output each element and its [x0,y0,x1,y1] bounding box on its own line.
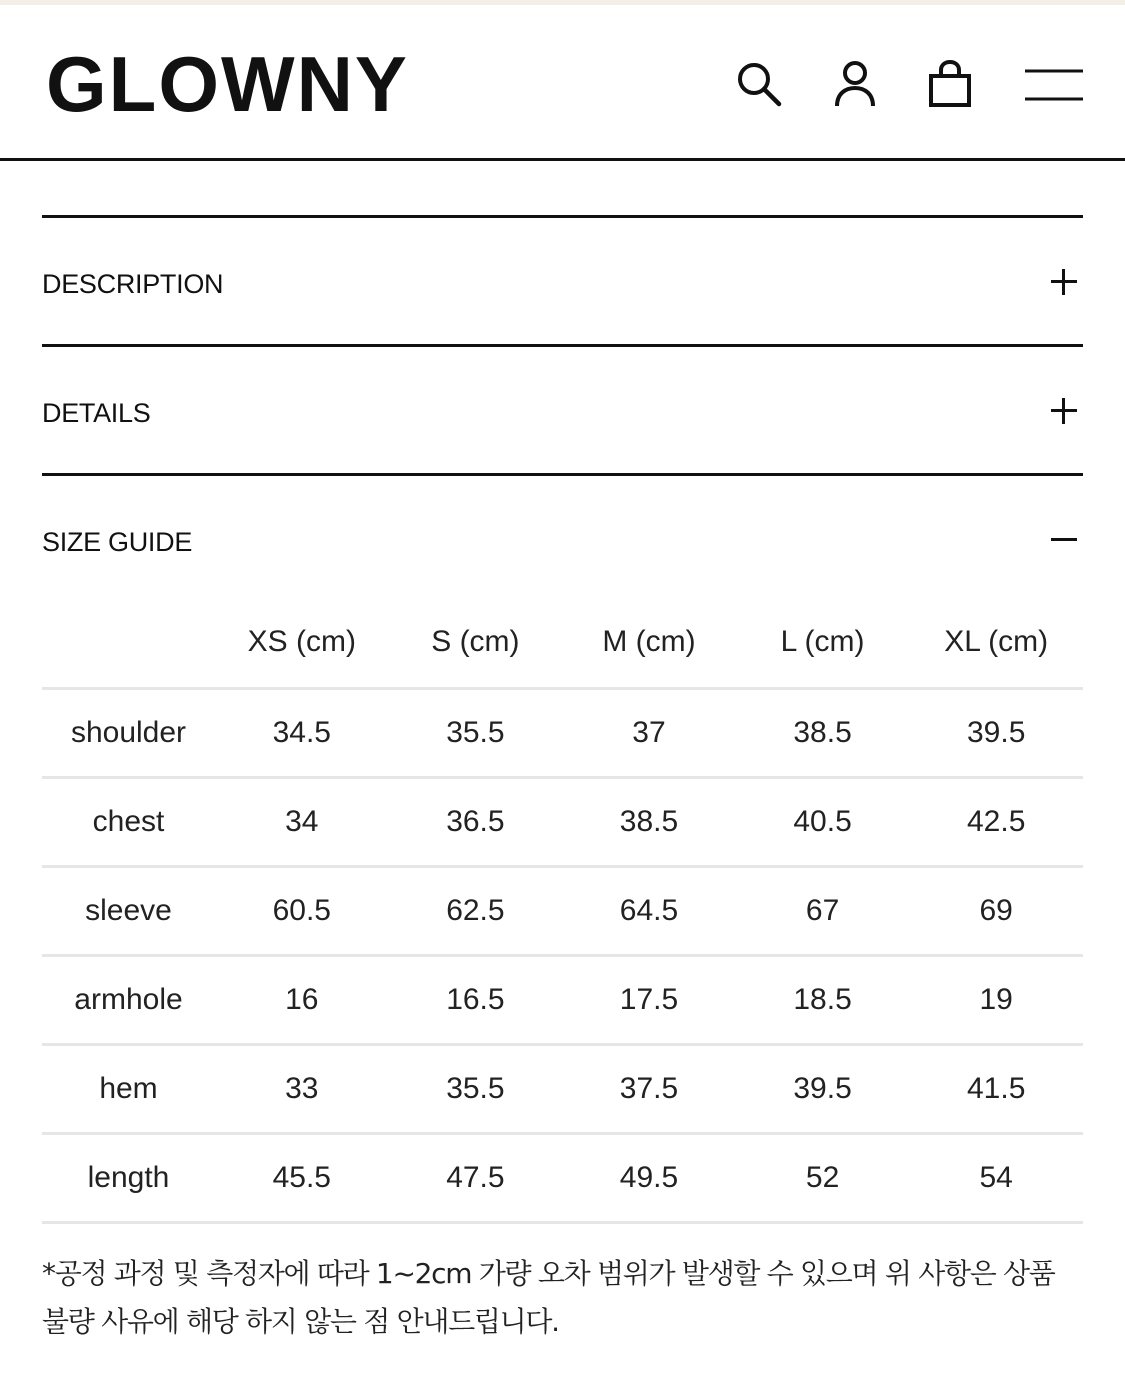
table-cell: 17.5 [562,955,736,1044]
table-cell: 60.5 [215,866,389,955]
measurement-note: *공정 과정 및 측정자에 따라 1~2cm 가량 오차 범위가 발생할 수 있으며 위 사항은 상품 불량 사유에 해당 하지 않는 점 안내드립니다. [42,1257,1055,1338]
table-cell: 39.5 [736,1044,910,1133]
table-header-row [42,600,1083,688]
search-button[interactable] [731,56,787,112]
row-label: hem [42,1044,215,1133]
table-cell: 45.5 [215,1133,389,1222]
size-guide-table [42,600,1083,1224]
search-icon [734,59,784,109]
table-cell: 33 [215,1044,389,1133]
account-icon [833,60,877,108]
row-label: length [42,1133,215,1222]
row-label: sleeve [42,866,215,955]
accordion-details[interactable] [42,344,1083,473]
account-button[interactable] [827,56,883,112]
brand-logo[interactable]: GLOWNY [46,40,409,128]
row-label: chest [42,777,215,866]
table-cell: 49.5 [562,1133,736,1222]
menu-button[interactable] [1022,57,1086,113]
table-cell: 19 [909,955,1083,1044]
table-cell: 39.5 [909,688,1083,777]
table-cell: 36.5 [389,777,563,866]
table-cell: 16.5 [389,955,563,1044]
row-label: armhole [42,955,215,1044]
table-cell: 67 [736,866,910,955]
column-header: S (cm) [431,625,520,659]
column-header: XL (cm) [944,625,1049,659]
cart-button[interactable] [922,56,978,112]
column-header: M (cm) [602,625,696,659]
table-cell: 35.5 [389,688,563,777]
table-cell: 18.5 [736,955,910,1044]
table-row [42,688,1083,777]
table-row [42,777,1083,866]
table-cell: 38.5 [562,777,736,866]
table-row [42,1133,1083,1222]
table-cell: 47.5 [389,1133,563,1222]
plus-icon[interactable] [1049,267,1079,297]
table-cell: 52 [736,1133,910,1222]
accordion-description-title: DESCRIPTION [42,269,224,299]
table-cell: 64.5 [562,866,736,955]
table-cell: 34 [215,777,389,866]
table-cell: 69 [909,866,1083,955]
column-header: L (cm) [780,625,865,659]
table-cell: 34.5 [215,688,389,777]
accordion-size-guide[interactable] [42,473,1083,557]
site-header [0,5,1125,161]
table-cell: 35.5 [389,1044,563,1133]
column-header: XS (cm) [247,625,356,659]
row-label: shoulder [42,688,215,777]
shopping-bag-icon [927,59,973,109]
table-cell: 42.5 [909,777,1083,866]
table-cell: 37.5 [562,1044,736,1133]
accordion-details-title: DETAILS [42,398,151,428]
table-cell: 41.5 [909,1044,1083,1133]
minus-icon[interactable] [1049,525,1079,555]
accordion-size-guide-title: SIZE GUIDE [42,527,193,557]
table-row [42,955,1083,1044]
column-header [42,600,215,688]
table-cell: 54 [909,1133,1083,1222]
accordion-description[interactable] [42,215,1083,344]
plus-icon[interactable] [1049,396,1079,426]
table-cell: 40.5 [736,777,910,866]
table-cell: 38.5 [736,688,910,777]
menu-icon [1025,68,1083,102]
table-cell: 62.5 [389,866,563,955]
table-row [42,1044,1083,1133]
table-cell: 37 [562,688,736,777]
table-cell: 16 [215,955,389,1044]
table-row [42,866,1083,955]
